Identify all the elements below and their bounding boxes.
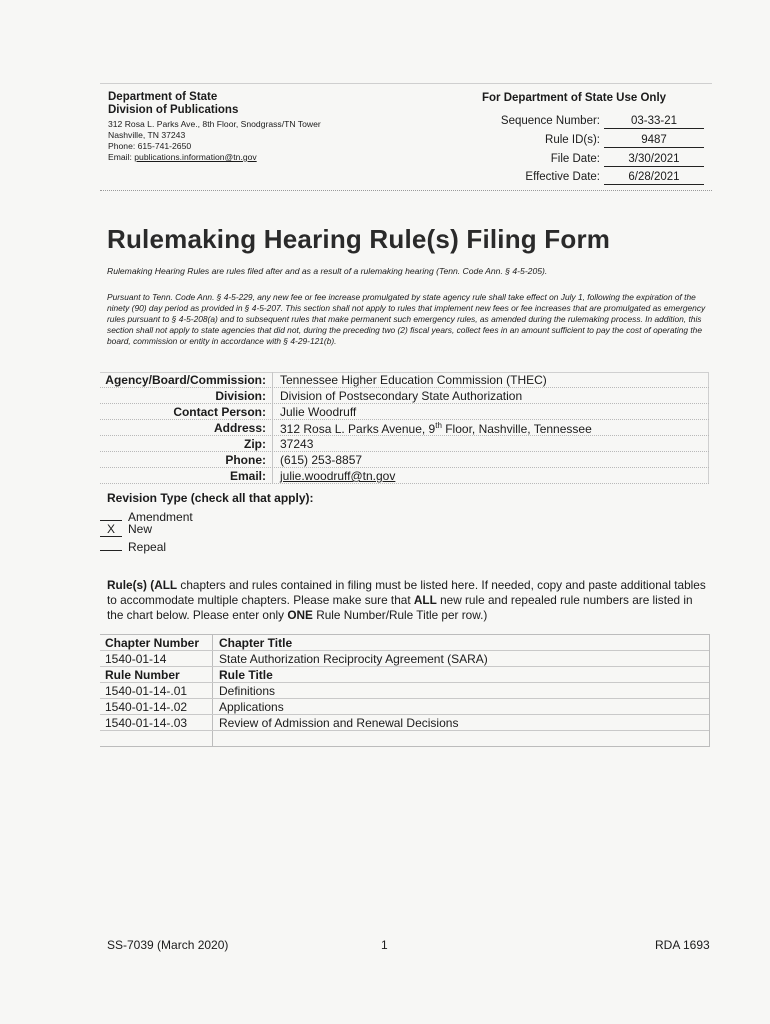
chapter-header-row — [100, 635, 709, 651]
file-date-value: 3/30/2021 — [604, 153, 704, 167]
rules-text: new rule and repealed rule numbers are listed in the chart below. Please enter only — [107, 593, 693, 622]
effective-date-value: 6/28/2021 — [604, 171, 704, 185]
effective-date-label: Effective Date: — [525, 171, 600, 183]
rule-title-header: Rule Title — [219, 668, 273, 682]
rule-number[interactable]: 1540-01-14-.03 — [105, 716, 188, 730]
chapter-table — [100, 634, 710, 747]
zip-value[interactable]: 37243 — [280, 437, 314, 451]
agency-label: Agency/Board/Commission: — [105, 373, 266, 387]
zip-row — [100, 436, 709, 452]
sequence-number-row — [360, 115, 712, 131]
table-row — [100, 715, 709, 731]
phone-label: Phone: — [225, 453, 266, 467]
phone-line: Phone: 615-741-2650 — [108, 141, 192, 151]
city-line: Nashville, TN 37243 — [108, 130, 186, 140]
phone-value[interactable]: (615) 253-8857 — [280, 453, 363, 467]
all-emphasis: ALL — [154, 578, 178, 592]
address-street: 312 Rosa L. Parks Avenue, 9 — [280, 422, 436, 436]
effective-date-row — [360, 171, 712, 187]
rule-id-row — [360, 134, 712, 150]
division-line: Division of Publications — [108, 104, 239, 116]
amendment-checkbox[interactable] — [100, 507, 122, 521]
new-label: New — [128, 522, 153, 536]
empty-table-row[interactable] — [100, 731, 709, 746]
revision-option-new — [100, 522, 152, 537]
email-row — [100, 468, 709, 484]
department-address — [108, 119, 321, 163]
sequence-number-value: 03-33-21 — [604, 115, 704, 129]
division-label: Division: — [215, 389, 266, 403]
chapter-number[interactable]: 1540-01-14 — [105, 652, 167, 666]
rule-title[interactable]: Applications — [219, 700, 284, 714]
form-id: SS-7039 (March 2020) — [107, 938, 229, 952]
header-box — [100, 83, 712, 191]
address-line: 312 Rosa L. Parks Ave., 8th Floor, Snodgrass/TN Tower — [108, 119, 321, 129]
zip-label: Zip: — [244, 437, 266, 451]
rule-header-row — [100, 667, 709, 683]
revision-option-repeal — [100, 537, 166, 554]
dept-line: Department of State — [108, 91, 218, 103]
chapter-title-header: Chapter Title — [219, 636, 293, 650]
chapter-title[interactable]: State Authorization Reciprocity Agreement (SARA) — [219, 652, 488, 666]
rda-number: RDA 1693 — [655, 938, 710, 952]
phone-row — [100, 452, 709, 468]
rules-label: Rule(s) ( — [107, 578, 155, 592]
for-dos-use-label: For Department of State Use Only — [482, 92, 667, 104]
contact-email-link[interactable]: julie.woodruff@tn.gov — [280, 469, 396, 483]
fee-notice-paragraph: Pursuant to Tenn. Code Ann. § 4-5-229, any new fee or fee increase promulgated by state agency rule shall take effect on July 1, following the expiration of the ninety (90) day period as provided in § 4-5-207. This section shall not apply to rules that implement new fees or fee increases that are promulgated as emergency rules pursuant to § 4-5-208(a) and to subsequent rules that make permanent such emergency rules, as amended during the rulemaking process. In addition, this section shall not apply to state agencies that did not, during the preceding two (2) fiscal years, collect fees in an amount sufficient to pay the cost of operating the board, commission or entity in accordance with § 4-29-121(b). — [107, 292, 706, 346]
rules-text: chapters and rules contained in filing must be listed here. If needed, copy and paste additional tables to accommodate multiple chapters. Please make sure that — [107, 578, 706, 607]
email-label: Email: — [229, 469, 266, 483]
department-name — [108, 91, 238, 117]
rules-instructions — [107, 578, 707, 623]
rule-number-header: Rule Number — [105, 668, 180, 682]
table-row — [100, 683, 709, 699]
address-city: Floor, Nashville, Tennessee — [441, 422, 592, 436]
one-emphasis: ONE — [287, 608, 313, 622]
division-row — [100, 388, 709, 404]
address-label: Address: — [213, 421, 266, 435]
form-title: Rulemaking Hearing Rule(s) Filing Form — [107, 224, 611, 254]
email-label: Email: — [108, 152, 135, 162]
address-value[interactable] — [280, 421, 592, 436]
file-date-label: File Date: — [550, 153, 600, 165]
rule-title[interactable]: Review of Admission and Renewal Decisions — [219, 716, 459, 730]
repeal-label: Repeal — [128, 540, 167, 554]
page-number: 1 — [381, 938, 388, 952]
rule-number[interactable]: 1540-01-14-.02 — [105, 700, 188, 714]
contact-row — [100, 404, 709, 420]
chapter-row — [100, 651, 709, 667]
repeal-checkbox[interactable] — [100, 537, 122, 551]
amendment-label: Amendment — [128, 510, 193, 524]
rule-id-value: 9487 — [604, 134, 704, 148]
contact-person-label: Contact Person: — [173, 405, 266, 419]
division-value[interactable]: Division of Postsecondary State Authorization — [280, 389, 523, 403]
email-line — [108, 152, 321, 163]
contact-person-value[interactable]: Julie Woodruff — [280, 405, 357, 419]
sequence-number-label: Sequence Number: — [500, 115, 600, 127]
rule-id-label: Rule ID(s): — [545, 134, 600, 146]
new-checkbox[interactable]: X — [100, 523, 122, 537]
publications-email-link[interactable]: publications.information@tn.gov — [134, 152, 257, 162]
agency-row — [100, 372, 709, 388]
address-row — [100, 420, 709, 436]
chapter-number-header: Chapter Number — [105, 636, 200, 650]
all-emphasis: ALL — [413, 593, 437, 607]
revision-type-heading: Revision Type (check all that apply): — [107, 491, 314, 505]
table-row — [100, 699, 709, 715]
address-ordinal: th — [435, 421, 442, 430]
file-date-row — [360, 153, 712, 169]
agency-info-table — [100, 372, 709, 484]
rule-title[interactable]: Definitions — [219, 684, 276, 698]
rules-text: Rule Number/Rule Title per row.) — [312, 608, 488, 622]
agency-value[interactable]: Tennessee Higher Education Commission (THEC) — [280, 373, 547, 387]
rule-number[interactable]: 1540-01-14-.01 — [105, 684, 188, 698]
form-subtitle: Rulemaking Hearing Rules are rules filed after and as a result of a rulemaking hearing (Tenn. Code Ann. § 4-5-205). — [107, 266, 548, 276]
